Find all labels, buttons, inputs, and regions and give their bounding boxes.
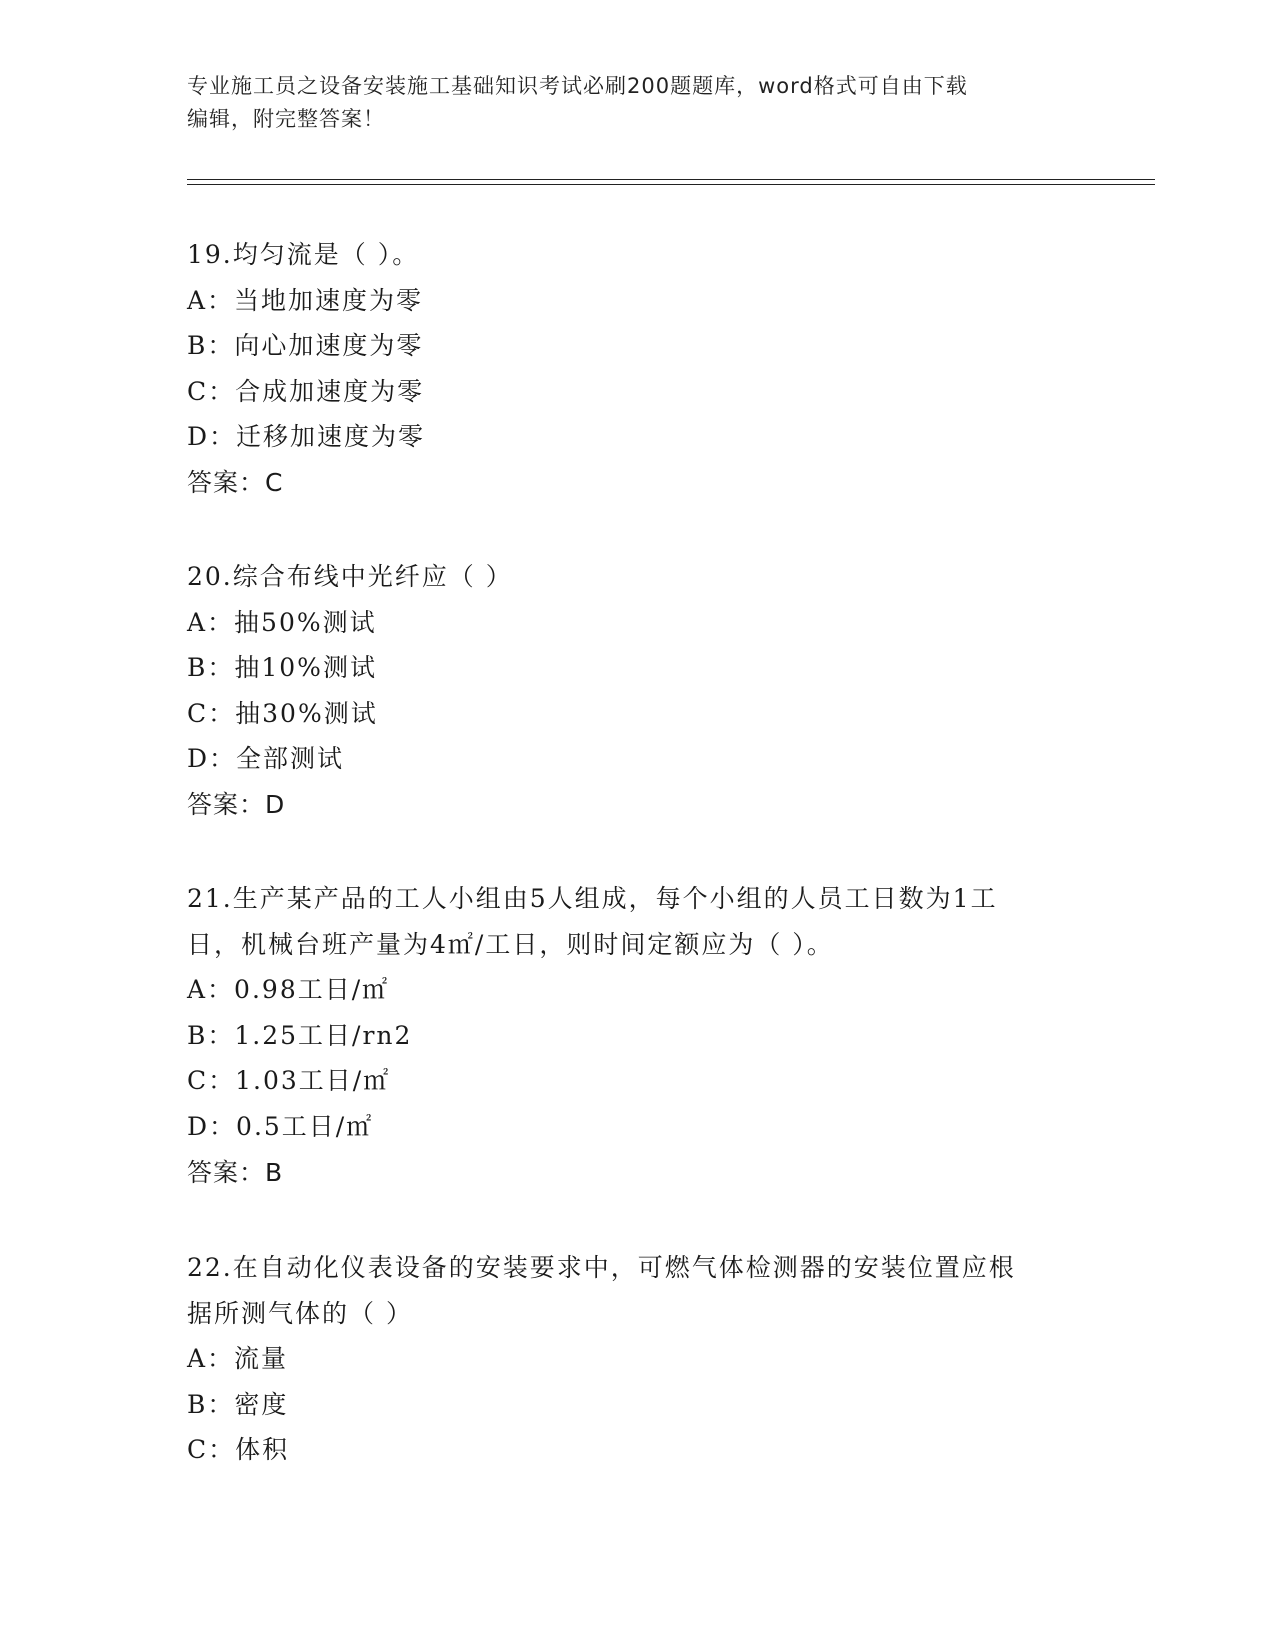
option-c: C：抽30%测试	[187, 698, 378, 728]
question-stem: 19.均匀流是（ ）。	[187, 240, 420, 269]
document-header	[187, 70, 1087, 136]
question-22	[187, 1245, 1087, 1473]
header-line-2: 编辑，附完整答案！	[187, 107, 385, 131]
answer: 答案：D	[187, 789, 286, 819]
option-a: A：0.98工日/㎡	[187, 975, 390, 1005]
header-line-1: 专业施工员之设备安装施工基础知识考试必刷200题题库，word格式可自由下载	[187, 74, 968, 98]
question-21	[187, 876, 1087, 1195]
option-c: C：合成加速度为零	[187, 376, 425, 406]
option-a: A：抽50%测试	[187, 607, 377, 637]
question-stem: 20.综合布线中光纤应（ ）	[187, 562, 513, 591]
option-a: A：流量	[187, 1344, 289, 1374]
question-20	[187, 554, 1087, 828]
answer: 答案：C	[187, 467, 284, 497]
header-rule-bottom	[187, 184, 1155, 185]
option-b: B：抽10%测试	[187, 653, 377, 683]
header-rule-top	[187, 179, 1155, 180]
answer: 答案：B	[187, 1157, 284, 1187]
option-b: B：密度	[187, 1389, 289, 1419]
option-a: A：当地加速度为零	[187, 285, 424, 315]
question-stem-line-2: 据所测气体的（ ）	[187, 1298, 413, 1328]
option-d: D：全部测试	[187, 744, 345, 774]
question-stem-line-1: 22.在自动化仪表设备的安装要求中，可燃气体检测器的安装位置应根	[187, 1253, 1016, 1282]
option-c: C：1.03工日/㎡	[187, 1066, 391, 1096]
question-stem-line-1: 21.生产某产品的工人小组由5人组成，每个小组的人员工日数为1工	[187, 884, 998, 913]
option-c: C：体积	[187, 1435, 290, 1465]
option-d: D：0.5工日/㎡	[187, 1111, 374, 1141]
question-19	[187, 232, 1087, 506]
option-b: B：向心加速度为零	[187, 331, 424, 361]
option-b: B：1.25工日/rn2	[187, 1020, 413, 1050]
question-stem-line-2: 日，机械台班产量为4㎡/工日，则时间定额应为（ ）。	[187, 929, 834, 959]
option-d: D：迁移加速度为零	[187, 422, 426, 452]
